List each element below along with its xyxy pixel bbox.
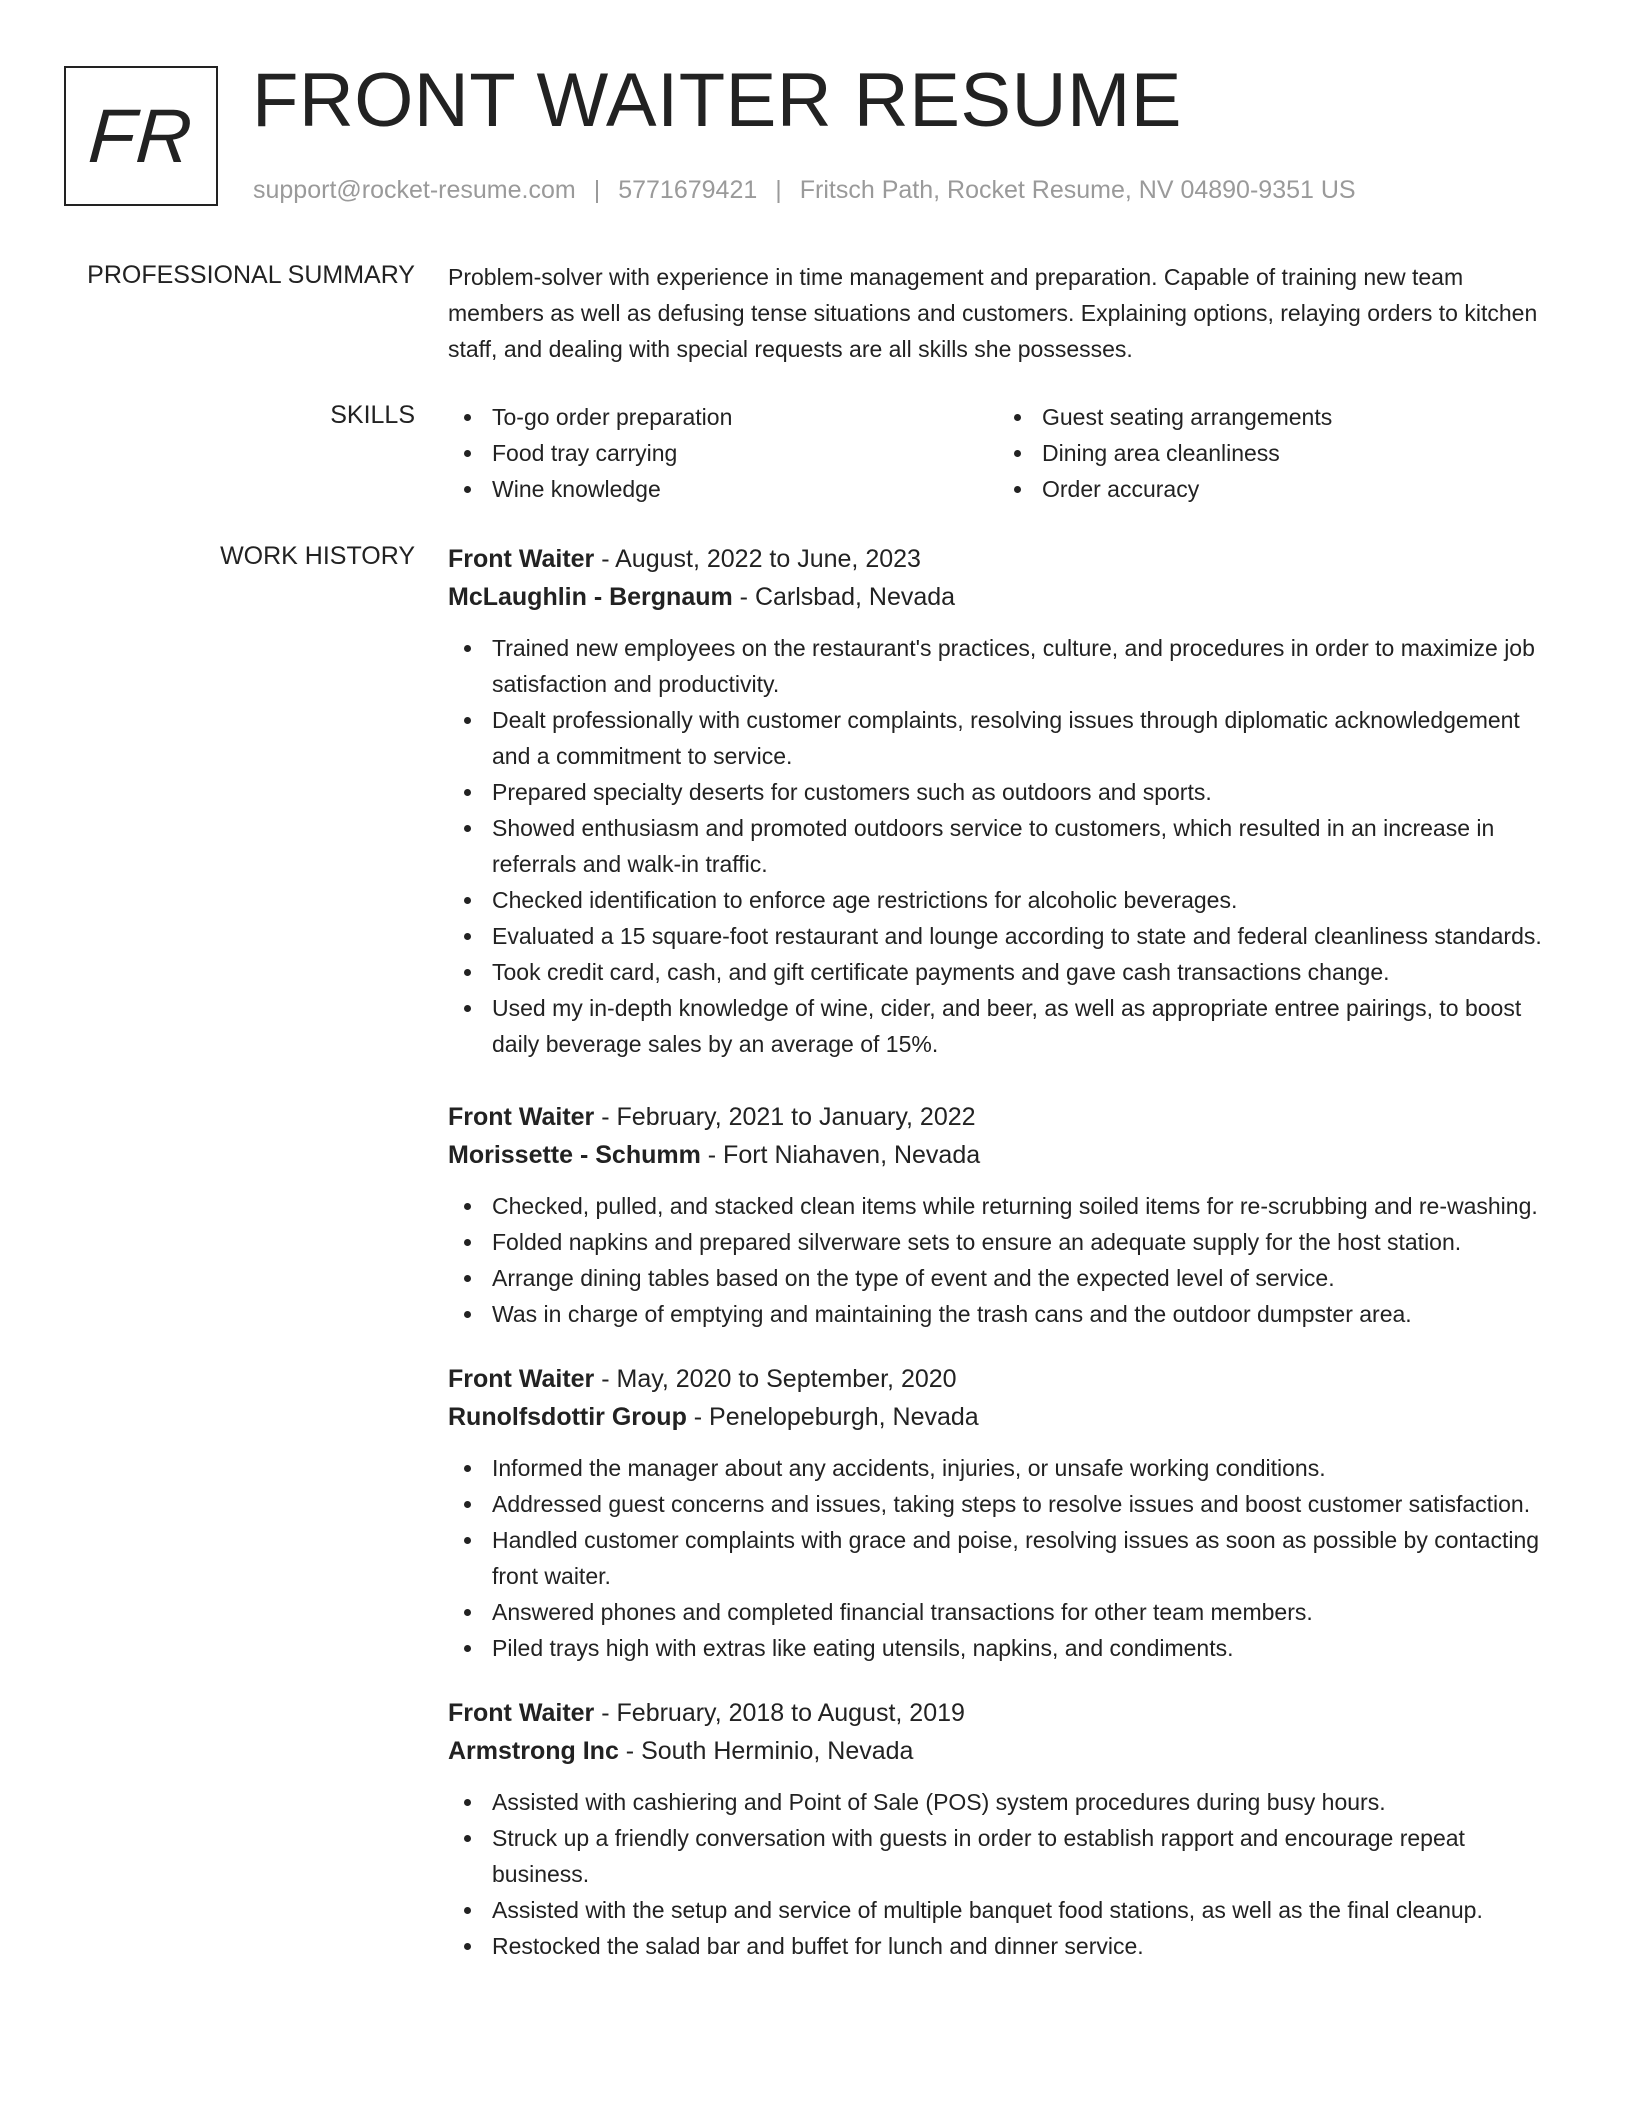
duty-item: Restocked the salad bar and buffet for lunch and dinner service. <box>448 1928 1558 1964</box>
duty-item: Struck up a friendly conversation with guests in order to establish rapport and encourage repeat business. <box>448 1820 1558 1892</box>
duty-item: Evaluated a 15 square-foot restaurant and lounge according to state and federal cleanliness standards. <box>448 918 1558 954</box>
skill-item: Guest seating arrangements <box>998 399 1548 435</box>
job-entry <box>448 1098 1558 1332</box>
monogram-initials: FR <box>86 93 196 179</box>
job-duties <box>448 1784 1558 1964</box>
skills-grid <box>448 399 1558 507</box>
duty-item: Folded napkins and prepared silverware sets to ensure an adequate supply for the host station. <box>448 1224 1558 1260</box>
contact-separator: | <box>775 176 782 204</box>
job-duties <box>448 1188 1558 1332</box>
skills-body <box>448 399 1558 507</box>
summary-body <box>448 259 1558 367</box>
job-company: McLaughlin - Bergnaum <box>448 583 733 611</box>
duty-item: Prepared specialty deserts for customers such as outdoors and sports. <box>448 774 1558 810</box>
duty-item: Checked identification to enforce age restrictions for alcoholic beverages. <box>448 882 1558 918</box>
job-location: - Penelopeburgh, Nevada <box>686 1403 979 1431</box>
job-company-line <box>448 1398 1558 1436</box>
duty-item: Was in charge of emptying and maintaining the trash cans and the outdoor dumpster area. <box>448 1296 1558 1332</box>
job-entry <box>448 540 1558 1062</box>
job-title-line <box>448 540 1558 578</box>
job-location: - Carlsbad, Nevada <box>732 583 956 611</box>
duty-item: Checked, pulled, and stacked clean items while returning soiled items for re-scrubbing and re-washing. <box>448 1188 1558 1224</box>
job-dates: - May, 2020 to September, 2020 <box>594 1365 957 1393</box>
duty-item: Assisted with the setup and service of multiple banquet food stations, as well as the final cleanup. <box>448 1892 1558 1928</box>
duty-item: Informed the manager about any accidents, injuries, or unsafe working conditions. <box>448 1450 1558 1486</box>
job-company: Armstrong Inc <box>448 1737 619 1765</box>
resume-title: FRONT WAITER RESUME <box>252 58 1182 143</box>
duty-item: Took credit card, cash, and gift certificate payments and gave cash transactions change. <box>448 954 1558 990</box>
job-title: Front Waiter <box>448 1103 595 1131</box>
contact-line <box>253 174 1356 206</box>
contact-separator: | <box>593 176 601 204</box>
skills-column-2 <box>998 399 1548 507</box>
skill-item: To-go order preparation <box>448 399 998 435</box>
duty-item: Addressed guest concerns and issues, taking steps to resolve issues and boost customer satisfaction. <box>448 1486 1558 1522</box>
summary-text: Problem-solver with experience in time management and preparation. Capable of training new team members as well as defusing tense situations and customers. Explaining options, relaying orders to kitchen staff, and dealing with special requests are all skills she possesses. <box>448 264 1538 362</box>
skills-heading: SKILLS <box>330 401 415 429</box>
skill-item: Order accuracy <box>998 471 1548 507</box>
work-history-body <box>448 540 1558 1986</box>
job-location: - South Herminio, Nevada <box>618 1737 914 1765</box>
job-location: - Fort Niahaven, Nevada <box>700 1141 981 1169</box>
job-company-line <box>448 1732 1558 1770</box>
duty-item: Dealt professionally with customer complaints, resolving issues through diplomatic acknowledgement and a commitment to service. <box>448 702 1558 774</box>
duty-item: Showed enthusiasm and promoted outdoors service to customers, which resulted in an increase in referrals and walk-in traffic. <box>448 810 1558 882</box>
job-company-line <box>448 1136 1558 1174</box>
summary-heading: PROFESSIONAL SUMMARY <box>87 261 415 289</box>
skills-column-1 <box>448 399 998 507</box>
duty-item: Piled trays high with extras like eating utensils, napkins, and condiments. <box>448 1630 1558 1666</box>
job-duties <box>448 1450 1558 1666</box>
job-title: Front Waiter <box>448 1365 595 1393</box>
duty-item: Handled customer complaints with grace and poise, resolving issues as soon as possible by contacting front waiter. <box>448 1522 1558 1594</box>
duty-item: Arrange dining tables based on the type of event and the expected level of service. <box>448 1260 1558 1296</box>
contact-phone[interactable]: 5771679421 <box>618 176 758 204</box>
job-dates: - February, 2018 to August, 2019 <box>594 1699 965 1727</box>
job-entry <box>448 1694 1558 1964</box>
job-title-line <box>448 1098 1558 1136</box>
duty-item: Trained new employees on the restaurant's practices, culture, and procedures in order to maximize job satisfaction and productivity. <box>448 630 1558 702</box>
job-company: Morissette - Schumm <box>448 1141 701 1169</box>
job-duties <box>448 630 1558 1062</box>
contact-address: Fritsch Path, Rocket Resume, NV 04890-9351 US <box>799 176 1356 204</box>
job-dates: - August, 2022 to June, 2023 <box>594 545 921 573</box>
skill-item: Dining area cleanliness <box>998 435 1548 471</box>
job-company: Runolfsdottir Group <box>448 1403 687 1431</box>
duty-item: Assisted with cashiering and Point of Sale (POS) system procedures during busy hours. <box>448 1784 1558 1820</box>
monogram-box <box>64 66 218 206</box>
job-title: Front Waiter <box>448 1699 595 1727</box>
job-dates: - February, 2021 to January, 2022 <box>594 1103 976 1131</box>
job-entry <box>448 1360 1558 1666</box>
work-history-heading: WORK HISTORY <box>220 542 415 570</box>
contact-email[interactable]: support@rocket-resume.com <box>253 176 576 204</box>
job-title: Front Waiter <box>448 545 595 573</box>
job-title-line <box>448 1360 1558 1398</box>
job-company-line <box>448 578 1558 616</box>
skill-item: Food tray carrying <box>448 435 998 471</box>
job-title-line <box>448 1694 1558 1732</box>
duty-item: Used my in-depth knowledge of wine, cider, and beer, as well as appropriate entree pairings, to boost daily beverage sales by an average of 15%. <box>448 990 1558 1062</box>
duty-item: Answered phones and completed financial transactions for other team members. <box>448 1594 1558 1630</box>
skill-item: Wine knowledge <box>448 471 998 507</box>
